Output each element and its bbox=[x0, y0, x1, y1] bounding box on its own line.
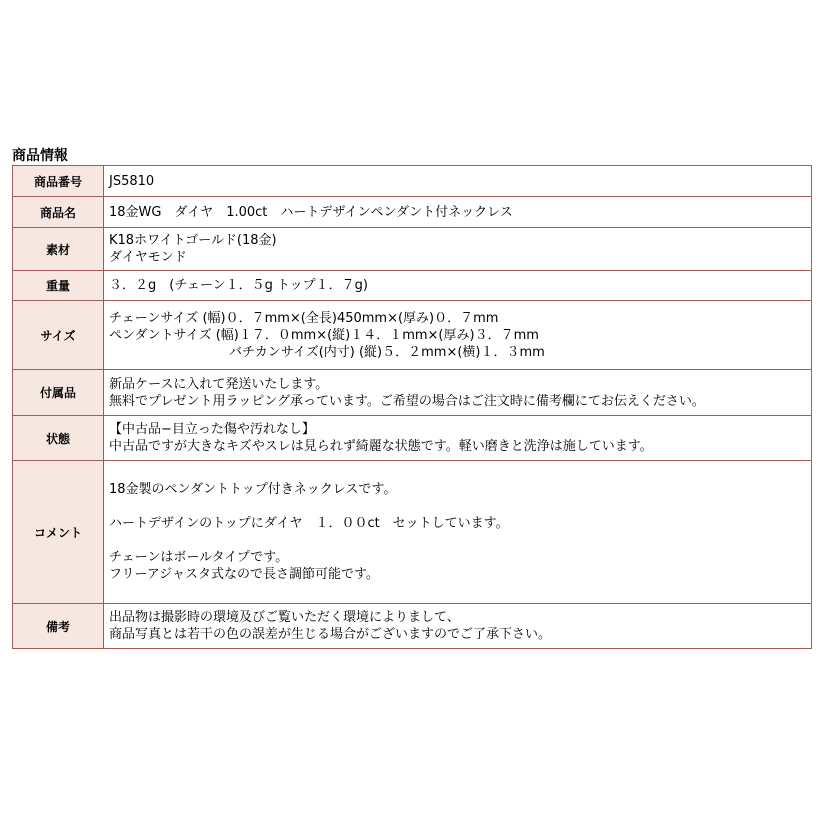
table-row-material bbox=[13, 228, 812, 271]
comment-line-3: チェーンはボールタイプです。 bbox=[109, 550, 289, 565]
label-weight: 重量 bbox=[13, 271, 104, 301]
label-accessories: 付属品 bbox=[13, 370, 104, 416]
condition-line-2: 中古品ですが大きなキズやスレは見られず綺麗な状態です。軽い磨きと洗浄は施しています。 bbox=[109, 439, 653, 454]
value-product-name: 18金WG ダイヤ 1.00ct ハートデザインペンダント付ネックレス bbox=[104, 197, 812, 228]
comment-line-2: ハートデザインのトップにダイヤ １．００ct セットしています。 bbox=[109, 516, 509, 531]
label-product-number: 商品番号 bbox=[13, 166, 104, 197]
comment-line-4: フリーアジャスタ式なので長さ調節可能です。 bbox=[109, 567, 380, 582]
accessories-line-2: 無料でプレゼント用ラッピング承っています。ご希望の場合はご注文時に備考欄にてお伝えください。 bbox=[109, 393, 705, 409]
notes-line-2: 商品写真とは若干の色の誤差が生じる場合がございますのでご了承下さい。 bbox=[109, 627, 552, 642]
comment-spacer-1 bbox=[109, 498, 807, 515]
size-line-bail: バチカンサイズ(内寸) (縦)５．２mm×(横)１．３mm bbox=[229, 344, 545, 360]
label-condition: 状態 bbox=[13, 416, 104, 461]
value-notes bbox=[104, 604, 812, 649]
label-notes: 備考 bbox=[13, 604, 104, 649]
value-condition bbox=[104, 416, 812, 461]
table-row-product-number bbox=[13, 166, 812, 197]
value-material bbox=[104, 228, 812, 271]
table-row-comment bbox=[13, 461, 812, 604]
value-accessories bbox=[104, 370, 812, 416]
label-comment: コメント bbox=[13, 461, 104, 604]
condition-line-1: 【中古品−目立った傷や汚れなし】 bbox=[109, 422, 315, 437]
table-row-condition bbox=[13, 416, 812, 461]
table-row-size bbox=[13, 301, 812, 370]
table-row-weight bbox=[13, 271, 812, 301]
section-title: 商品情報 bbox=[12, 148, 68, 164]
material-line-1: K18ホワイトゴールド(18金) bbox=[109, 233, 277, 248]
product-info-table bbox=[12, 165, 812, 649]
comment-spacer-2 bbox=[109, 532, 807, 549]
size-line-chain: チェーンサイズ (幅)０．７mm×(全長)450mm×(厚み)０．７mm bbox=[109, 310, 499, 326]
label-material: 素材 bbox=[13, 228, 104, 271]
notes-line-1: 出品物は撮影時の環境及びご覧いただく環境によりまして、 bbox=[109, 610, 460, 625]
table-row-product-name bbox=[13, 197, 812, 228]
comment-line-1: 18金製のペンダントトップ付きネックレスです。 bbox=[109, 482, 397, 497]
value-size bbox=[104, 301, 812, 370]
size-line-pendant: ペンダントサイズ (幅)１７．０mm×(縦)１４．１mm×(厚み)３．７mm bbox=[109, 327, 539, 343]
accessories-line-1: 新品ケースに入れて発送いたします。 bbox=[109, 376, 329, 392]
value-product-number: JS5810 bbox=[104, 166, 812, 197]
label-size: サイズ bbox=[13, 301, 104, 370]
label-product-name: 商品名 bbox=[13, 197, 104, 228]
table-row-accessories bbox=[13, 370, 812, 416]
value-weight: ３．２g (チェーン１．５g トップ１．７g) bbox=[104, 271, 812, 301]
value-comment bbox=[104, 461, 812, 604]
material-line-2: ダイヤモンド bbox=[109, 250, 187, 265]
table-row-notes bbox=[13, 604, 812, 649]
